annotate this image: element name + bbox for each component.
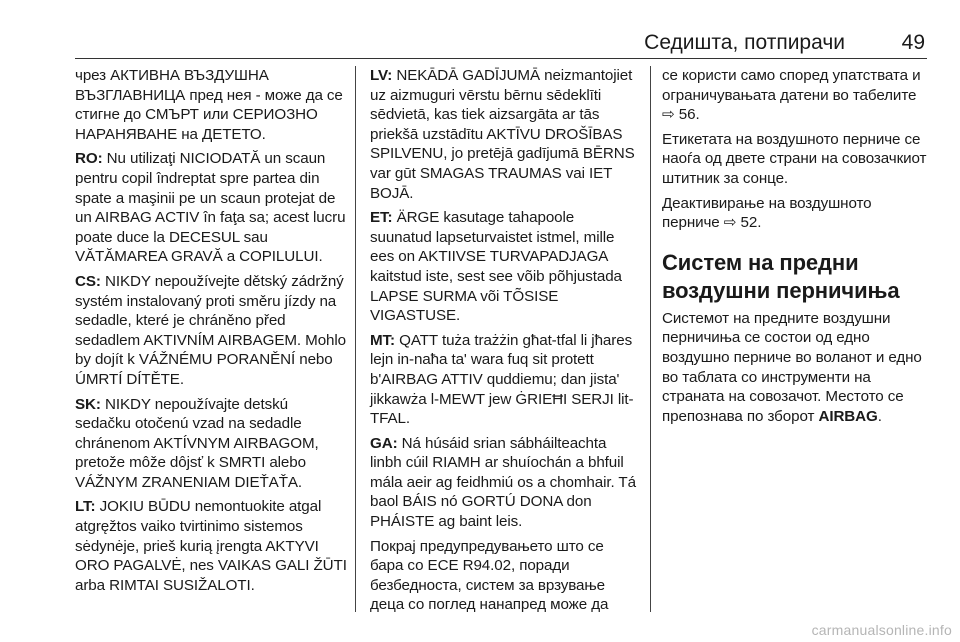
warning-et xyxy=(370,208,636,326)
airbag-keyword: AIRBAG xyxy=(818,407,878,425)
warning-text: JOKIU BŪDU nemontuokite atgal atgręžtos vaiko tvirtinimo sistemos sėdynėje, prieš kurią įrengta AKTYVI ORO PAGALVĖ, nes VAIKAS GALI ŽŪTI arba RIMTAI SUSIŽALOTI. xyxy=(75,498,347,594)
label-location-paragraph: Етикетата на воздушното перниче се наоѓа од двете страни на совозачкиот штитник за сонце. xyxy=(662,130,927,187)
page-header xyxy=(75,28,927,58)
table-reference-paragraph xyxy=(662,66,930,125)
column-2 xyxy=(370,66,636,620)
warning-ga xyxy=(370,434,636,532)
warning-text: NEKĀDĀ GADĪJUMĀ neizmantojiet uz aizmuguri vērstu bērnu sēdeklīti sēdvietā, kas tiek aizsargāta ar tās priekšā uzstādītu AKTĪVU DROŠĪBAS SPILVENU, jo pretējā gadījumā BĒRNS var gūt SMAGAS TRAUMAS vai IET BOJĀ. xyxy=(370,67,635,202)
intro-paragraph: чрез АКТИВНА ВЪЗДУШНА ВЪЗГЛАВНИЦА пред нея - може да се стигне до СМЪРТ или СЕРИОЗНО НАРАНЯВАНЕ на ДЕТЕТО. xyxy=(75,67,343,143)
language-code: ET: xyxy=(370,209,393,227)
closing-paragraph: Покрај предупредувањето што се бара со ECE R94.02, поради безбедноста, систем за врзување деца со поглед нанапред може да xyxy=(370,537,609,614)
page-reference-arrow-icon: ⇨ xyxy=(662,106,675,124)
column-divider-2 xyxy=(650,66,651,612)
language-code: RO: xyxy=(75,150,103,168)
column-divider-1 xyxy=(355,66,356,612)
warning-ro xyxy=(75,149,347,267)
page-reference-link[interactable]: 52. xyxy=(740,214,762,232)
warning-lt xyxy=(75,497,347,595)
language-code: MT: xyxy=(370,331,396,349)
language-code: GA: xyxy=(370,434,398,452)
airbag-system-paragraph xyxy=(662,309,930,427)
warning-cs xyxy=(75,272,347,390)
warning-text: NIKDY nepoužívejte dětský zádržný systém instalovaný proti směru jízdy na sedadle, které je chráněno před sedadlem AKTIVNÍM AIRBAGEM. Mohlo by dojít k VÁŽNÉMU PORANĚNÍ nebo ÚMRTÍ DÍTĚTE. xyxy=(75,272,347,388)
paragraph-text: Системот на предните воздушни перничиња се состои од едно воздушно перниче во воланот и едно во таблата со инструменти на страната на совозачот. Местото се препознава по зборот xyxy=(662,309,922,425)
warning-lv xyxy=(370,66,636,203)
language-code: CS: xyxy=(75,272,101,290)
warning-text: QATT tuża trażżin għat-tfal li jħares lejn in-naħa ta' wara fuq sit protett b'AIRBAG ATTIV quddiemu; dan jista' jikkawża l-MEWT jew ĠRIEĦI SERJI lit-TFAL. xyxy=(370,331,634,428)
page-reference-link[interactable]: 56. xyxy=(678,106,700,124)
page-title: Седишта, потпирачи xyxy=(644,31,845,54)
warning-mt xyxy=(370,331,636,429)
section-heading: Систем на предни воздушни перничиња xyxy=(662,249,900,303)
column-3 xyxy=(662,66,930,431)
paragraph-end: . xyxy=(877,407,882,425)
header-rule xyxy=(75,58,927,59)
deactivation-paragraph xyxy=(662,194,930,233)
paragraph-text: се користи само според упатствата и ограничувањата датени во табелите xyxy=(662,67,921,104)
warning-sk xyxy=(75,395,347,493)
warning-text: Ná húsáid srian sábháilteachta linbh cúil RIAMH ar shuíochán a bhfuil mála aeir ag feidhmiú os a chomhair. Tá baol BÁIS nó GORTÚ DONA don PHÁISTE ag baint leis. xyxy=(370,434,636,531)
column-1 xyxy=(75,66,347,600)
warning-text: ÄRGE kasutage tahapoole suunatud lapseturvaistet istmel, mille ees on AKTIIVSE TURVAPADJAGA kaitstud iste, sest see võib põhjustada LAPSE SURMA või TÕSISE VIGASTUSE. xyxy=(370,209,622,325)
language-code: SK: xyxy=(75,395,101,413)
language-code: LT: xyxy=(75,498,96,516)
language-code: LV: xyxy=(370,67,393,84)
watermark: carmanualsonline.info xyxy=(811,622,952,638)
page-reference-arrow-icon: ⇨ xyxy=(723,214,737,232)
page-number: 49 xyxy=(901,31,925,54)
paragraph-text: Деактивирање на воздушното перниче xyxy=(662,194,872,232)
warning-text: NIKDY nepoužívajte detskú sedačku otočenú vzad na sedadle chránenom AKTÍVNYM AIRBAGOM, pretože môže dôjsť k SMRTI alebo VÁŽNYM ZRANENIAM DIEŤAŤA. xyxy=(75,395,319,491)
warning-text: Nu utilizaţi NICIODATĂ un scaun pentru copil îndreptat spre partea din spate a maşinii pe un scaun protejat de un AIRBAG ACTIV în faţa sa; acest lucru poate duce la DECESUL sau VĂTĂMAREA GRAVĂ a COPILULUI. xyxy=(75,150,346,266)
